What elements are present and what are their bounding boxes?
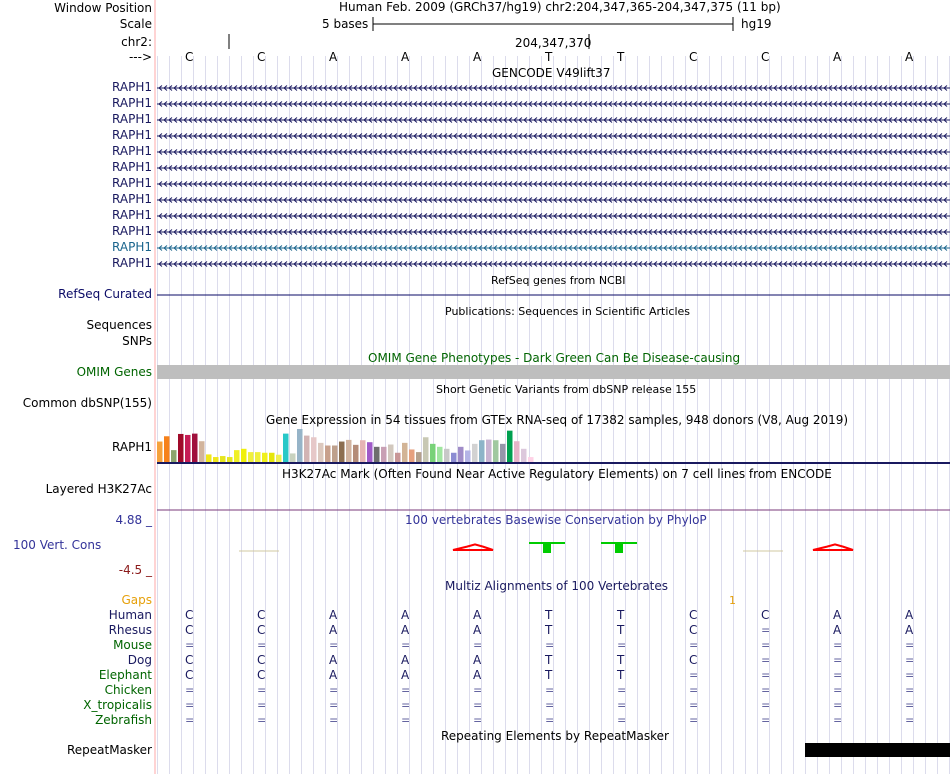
alignment-base: C	[257, 623, 266, 637]
gtex-tissue-bar[interactable]	[486, 440, 492, 462]
gtex-tissue-bar[interactable]	[304, 436, 310, 462]
gtex-bar-chart[interactable]	[157, 429, 534, 462]
alignment-base: T	[545, 623, 553, 637]
gtex-tissue-bar[interactable]	[318, 443, 324, 462]
alignment-base: =	[689, 683, 700, 697]
gtex-tissue-bar[interactable]	[199, 441, 205, 462]
publications-title[interactable]: Publications: Sequences in Scientific Articles	[445, 305, 690, 318]
repeatmasker-track-label[interactable]: RepeatMasker	[66, 743, 152, 757]
alignment-base: =	[761, 638, 772, 652]
gencode-item-label[interactable]: RAPH1	[112, 96, 152, 110]
alignment-base: =	[833, 698, 844, 712]
reference-base: A	[473, 50, 482, 64]
alignment-base: T	[617, 608, 625, 622]
species-label[interactable]: Mouse	[113, 638, 152, 652]
alignment-base: C	[185, 623, 194, 637]
gtex-tissue-bar[interactable]	[521, 449, 527, 462]
phylop-mark[interactable]	[601, 542, 637, 553]
alignment-base: C	[689, 608, 698, 622]
phylop-track-label[interactable]: 100 Vert. Cons	[13, 538, 102, 552]
alignment-base: A	[473, 653, 482, 667]
reference-base: C	[185, 50, 194, 64]
repeatmasker-title[interactable]: Repeating Elements by RepeatMasker	[441, 729, 669, 743]
h3k27ac-track-label[interactable]: Layered H3K27Ac	[45, 482, 152, 496]
alignment-base: =	[545, 638, 556, 652]
alignment-base: C	[689, 653, 698, 667]
phylop-signal[interactable]	[239, 542, 853, 553]
gtex-tissue-bar[interactable]	[283, 434, 289, 462]
gtex-tissue-bar[interactable]	[220, 456, 226, 462]
alignment-base: =	[689, 638, 700, 652]
alignment-base: =	[401, 638, 412, 652]
species-label[interactable]: Zebrafish	[95, 713, 152, 727]
phylop-mark[interactable]	[453, 544, 493, 550]
gtex-tissue-bar[interactable]	[367, 442, 373, 462]
alignment-base: =	[617, 683, 628, 697]
alignment-base: A	[833, 608, 842, 622]
alignment-base: =	[833, 653, 844, 667]
gtex-tissue-bar[interactable]	[332, 446, 338, 463]
gtex-tissue-bar[interactable]	[444, 449, 450, 462]
gtex-tissue-bar[interactable]	[185, 435, 191, 462]
gtex-tissue-bar[interactable]	[290, 453, 296, 462]
alignment-base: A	[473, 608, 482, 622]
alignment-base: =	[257, 713, 268, 727]
reference-base: A	[833, 50, 842, 64]
gtex-tissue-bar[interactable]	[409, 449, 415, 462]
alignment-base: =	[833, 683, 844, 697]
reference-base: C	[257, 50, 266, 64]
alignment-base: T	[617, 623, 625, 637]
alignment-base: C	[257, 653, 266, 667]
reference-base: A	[329, 50, 338, 64]
omim-track-label[interactable]: OMIM Genes	[76, 365, 152, 379]
gtex-tissue-bar[interactable]	[395, 453, 401, 462]
gtex-tissue-bar[interactable]	[388, 445, 394, 462]
gtex-tissue-bar[interactable]	[430, 444, 436, 462]
alignment-base: =	[185, 713, 196, 727]
alignment-base: =	[329, 638, 340, 652]
alignment-base: =	[185, 698, 196, 712]
alignment-base: =	[689, 698, 700, 712]
alignment-base: =	[257, 638, 268, 652]
gencode-item-label[interactable]: RAPH1	[112, 160, 152, 174]
alignment-base: A	[401, 608, 410, 622]
gencode-title[interactable]: GENCODE V49lift37	[492, 66, 611, 80]
alignment-base: =	[905, 683, 916, 697]
alignment-base: A	[329, 623, 338, 637]
gtex-tissue-bar[interactable]	[325, 446, 331, 463]
gencode-item-label[interactable]: RAPH1	[112, 112, 152, 126]
gtex-tissue-bar[interactable]	[353, 445, 359, 462]
alignment-base: =	[905, 653, 916, 667]
alignment-base: A	[401, 653, 410, 667]
gtex-tissue-bar[interactable]	[227, 457, 233, 462]
alignment-base: =	[617, 638, 628, 652]
gtex-tissue-bar[interactable]	[206, 454, 212, 462]
gtex-tissue-bar[interactable]	[276, 455, 282, 462]
scale-label: Scale	[119, 17, 152, 31]
alignment-base: T	[617, 653, 625, 667]
scale-db-text: hg19	[741, 17, 772, 31]
alignment-base: =	[473, 638, 484, 652]
alignment-base: T	[617, 668, 625, 682]
dbsnp-track-label[interactable]: Common dbSNP(155)	[22, 396, 152, 410]
species-label[interactable]: Rhesus	[108, 623, 152, 637]
dbsnp-title[interactable]: Short Genetic Variants from dbSNP release 155	[436, 383, 697, 396]
species-label[interactable]: Elephant	[98, 668, 152, 682]
alignment-base: =	[905, 713, 916, 727]
gtex-tissue-bar[interactable]	[234, 450, 240, 462]
alignment-base: =	[473, 698, 484, 712]
alignment-base: =	[185, 683, 196, 697]
gencode-item-label[interactable]: RAPH1	[112, 192, 152, 206]
alignment-base: =	[329, 683, 340, 697]
gtex-tissue-bar[interactable]	[346, 440, 352, 462]
gtex-tissue-bar[interactable]	[297, 429, 303, 462]
alignment-base: C	[185, 668, 194, 682]
alignment-base: A	[905, 608, 914, 622]
alignment-base: A	[329, 608, 338, 622]
gtex-tissue-bar[interactable]	[213, 457, 219, 462]
alignment-base: =	[689, 713, 700, 727]
gtex-tissue-bar[interactable]	[493, 440, 499, 462]
gtex-tissue-bar[interactable]	[157, 442, 163, 462]
alignment-base: =	[905, 668, 916, 682]
h3k27ac-title[interactable]: H3K27Ac Mark (Often Found Near Active Regulatory Elements) on 7 cell lines from ENCODE	[282, 467, 832, 481]
alignment-base: =	[761, 713, 772, 727]
alignment-base: =	[617, 698, 628, 712]
alignment-base: =	[545, 683, 556, 697]
gencode-item-label[interactable]: RAPH1	[112, 176, 152, 190]
phylop-min-label: -4.5 _	[118, 563, 152, 577]
gencode-item-label[interactable]: RAPH1	[112, 224, 152, 238]
gtex-title[interactable]: Gene Expression in 54 tissues from GTEx RNA-seq of 17382 samples, 948 donors (V8, Aug 2019)	[266, 413, 849, 427]
gtex-tissue-bar[interactable]	[192, 434, 198, 462]
alignment-base: =	[833, 713, 844, 727]
gtex-tissue-bar[interactable]	[339, 442, 345, 462]
gtex-tissue-bar[interactable]	[262, 453, 268, 462]
alignment-base: =	[473, 683, 484, 697]
gtex-tissue-bar[interactable]	[465, 450, 471, 462]
species-label[interactable]: Dog	[127, 653, 152, 667]
alignment-base: A	[473, 623, 482, 637]
alignment-base: =	[473, 713, 484, 727]
gtex-tissue-bar[interactable]	[248, 452, 254, 462]
gtex-tissue-bar[interactable]	[178, 434, 184, 462]
alignment-base: =	[761, 683, 772, 697]
alignment-base: =	[545, 698, 556, 712]
gtex-tissue-bar[interactable]	[269, 453, 275, 462]
reference-base: A	[905, 50, 914, 64]
alignment-base: A	[401, 623, 410, 637]
alignment-base: =	[761, 698, 772, 712]
reference-base: T	[545, 50, 553, 64]
alignment-base: =	[761, 668, 772, 682]
alignment-base: A	[833, 623, 842, 637]
alignment-base: =	[401, 698, 412, 712]
coord-text: 204,347,370	[515, 36, 592, 50]
gencode-item-label[interactable]: RAPH1	[112, 256, 152, 270]
alignment-base: =	[257, 683, 268, 697]
gencode-item-label[interactable]: RAPH1	[112, 240, 152, 254]
gtex-tissue-bar[interactable]	[479, 440, 485, 462]
gtex-tissue-bar[interactable]	[500, 444, 506, 462]
alignment-base: C	[257, 608, 266, 622]
alignment-base: =	[185, 638, 196, 652]
alignment-base: =	[905, 638, 916, 652]
alignment-base: A	[905, 623, 914, 637]
alignment-base: =	[329, 713, 340, 727]
alignment-base: A	[329, 653, 338, 667]
gtex-tissue-bar[interactable]	[164, 436, 170, 462]
phylop-mark[interactable]	[529, 542, 565, 553]
alignment-base: =	[689, 668, 700, 682]
publications-track-label[interactable]: Sequences	[86, 318, 152, 332]
phylop-title[interactable]: 100 vertebrates Basewise Conservation by PhyloP	[405, 513, 707, 527]
alignment-base: T	[545, 653, 553, 667]
alignment-base: =	[761, 653, 772, 667]
multiz-title[interactable]: Multiz Alignments of 100 Vertebrates	[445, 579, 669, 593]
gaps-label: Gaps	[121, 593, 152, 607]
repeatmasker-element[interactable]	[805, 743, 950, 757]
alignment-base: A	[473, 668, 482, 682]
reference-base: T	[617, 50, 625, 64]
reference-base: C	[689, 50, 698, 64]
gtex-tissue-bar[interactable]	[423, 437, 429, 462]
alignment-base: =	[329, 698, 340, 712]
gencode-item-label[interactable]: RAPH1	[112, 128, 152, 142]
refseq-track-label[interactable]: RefSeq Curated	[58, 287, 152, 301]
gtex-tissue-bar[interactable]	[311, 437, 317, 462]
gtex-tissue-bar[interactable]	[255, 452, 261, 462]
phylop-max-label: 4.88 _	[115, 513, 152, 527]
gtex-tissue-bar[interactable]	[402, 443, 408, 462]
alignment-base: A	[401, 668, 410, 682]
alignment-base: C	[185, 653, 194, 667]
alignment-base: =	[905, 698, 916, 712]
gtex-tissue-bar[interactable]	[360, 440, 366, 462]
gtex-tissue-bar[interactable]	[451, 453, 457, 462]
gencode-item-label[interactable]: RAPH1	[112, 80, 152, 94]
omim-gene-bar[interactable]	[157, 365, 950, 379]
omim-title[interactable]: OMIM Gene Phenotypes - Dark Green Can Be Disease-causing	[368, 351, 741, 365]
alignment-base: =	[833, 668, 844, 682]
strand-label: --->	[128, 50, 152, 64]
gtex-tissue-bar[interactable]	[514, 441, 520, 462]
gtex-tissue-bar[interactable]	[458, 447, 464, 462]
gtex-tissue-bar[interactable]	[507, 431, 513, 462]
alignment-base: =	[761, 623, 772, 637]
species-label[interactable]: X_tropicalis	[83, 698, 152, 712]
chrom-label: chr2:	[121, 35, 152, 49]
gtex-tissue-bar[interactable]	[241, 449, 247, 462]
alignment-base: =	[545, 713, 556, 727]
alignment-base: =	[617, 713, 628, 727]
gaps-value: 1	[729, 594, 736, 607]
gtex-track-label[interactable]: RAPH1	[112, 440, 152, 454]
alignment-base: A	[329, 668, 338, 682]
phylop-mark[interactable]	[813, 544, 853, 550]
scale-text: 5 bases	[322, 17, 369, 31]
species-label[interactable]: Chicken	[104, 683, 152, 697]
gtex-tissue-bar[interactable]	[171, 450, 177, 462]
alignment-base: C	[689, 623, 698, 637]
gtex-tissue-bar[interactable]	[381, 447, 387, 462]
gencode-item-label[interactable]: RAPH1	[112, 144, 152, 158]
gtex-tissue-bar[interactable]	[416, 452, 422, 462]
gtex-tissue-bar[interactable]	[374, 447, 380, 462]
reference-base: A	[401, 50, 410, 64]
species-label[interactable]: Human	[108, 608, 152, 622]
gencode-item-label[interactable]: RAPH1	[112, 208, 152, 222]
reference-base: C	[761, 50, 770, 64]
alignment-base: =	[401, 683, 412, 697]
alignment-base: C	[761, 608, 770, 622]
alignment-base: C	[257, 668, 266, 682]
assembly-position-text: Human Feb. 2009 (GRCh37/hg19) chr2:204,347,365-204,347,375 (11 bp)	[339, 0, 781, 14]
gtex-tissue-bar[interactable]	[472, 444, 478, 462]
alignment-base: =	[257, 698, 268, 712]
window-position-label: Window Position	[54, 1, 152, 15]
alignment-base: =	[401, 713, 412, 727]
gtex-tissue-bar[interactable]	[437, 447, 443, 462]
snps-track-label[interactable]: SNPs	[122, 334, 152, 348]
refseq-title[interactable]: RefSeq genes from NCBI	[491, 274, 626, 287]
alignment-base: C	[185, 608, 194, 622]
alignment-base: T	[545, 608, 553, 622]
alignment-base: T	[545, 668, 553, 682]
alignment-base: =	[833, 638, 844, 652]
gtex-tissue-bar[interactable]	[528, 457, 534, 462]
